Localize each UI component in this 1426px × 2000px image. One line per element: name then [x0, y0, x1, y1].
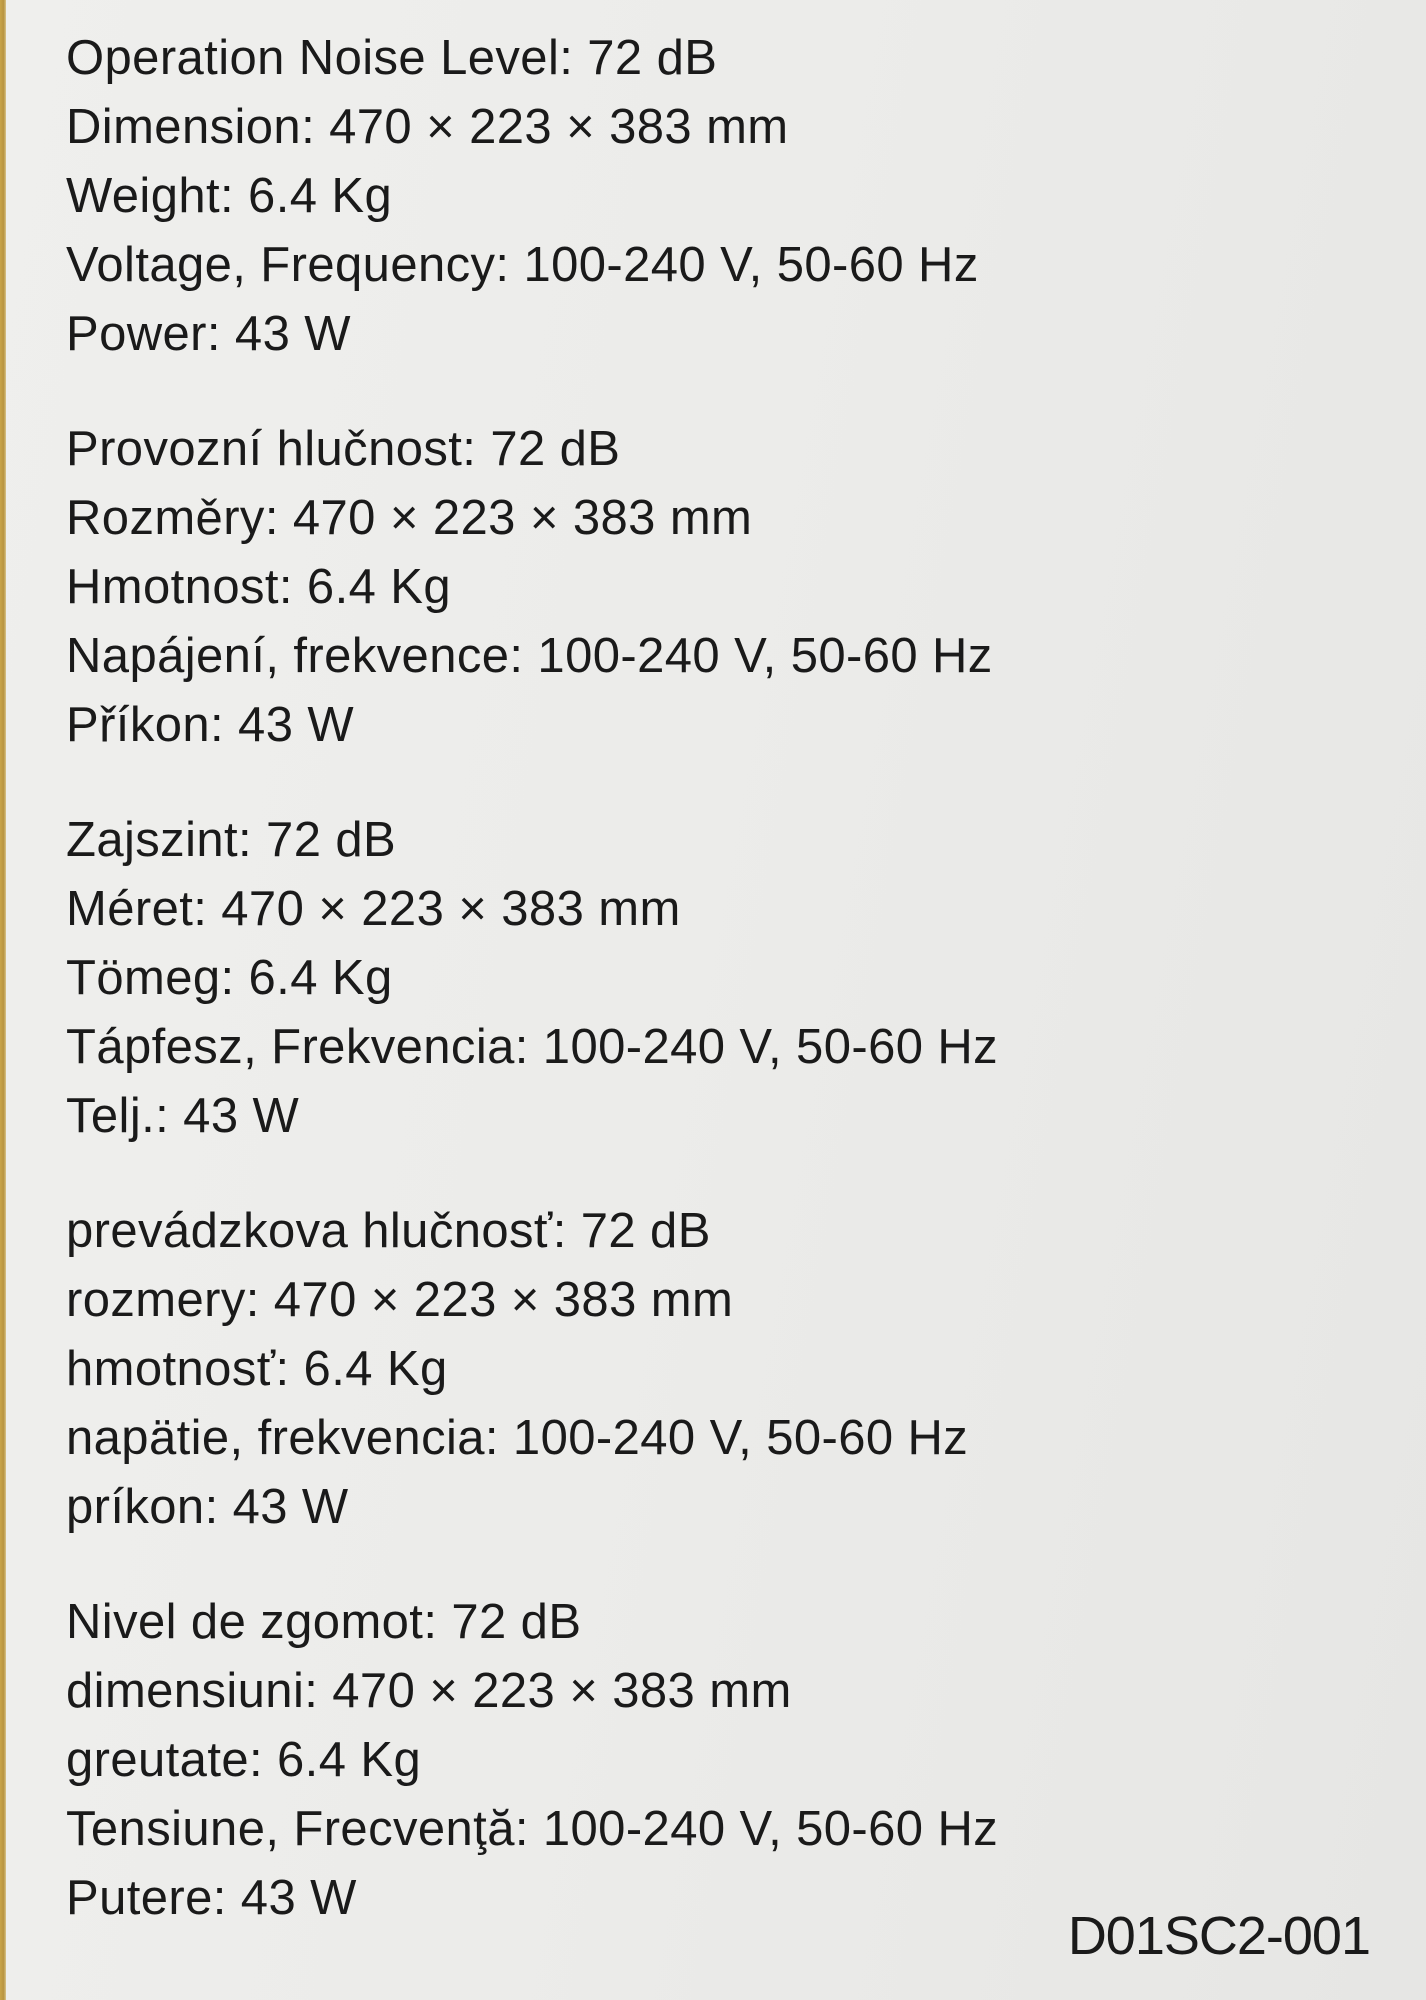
spec-group-slovak — [66, 1197, 1366, 1542]
spec-line-voltage-frequency: Napájení, frekvence: 100-240 V, 50-60 Hz — [66, 629, 993, 683]
spec-line-dimension: dimensiuni: 470 × 223 × 383 mm — [66, 1664, 792, 1718]
spec-line-weight: hmotnosť: 6.4 Kg — [66, 1342, 448, 1396]
spec-group-czech — [66, 415, 1366, 760]
spec-line-dimension: Rozměry: 470 × 223 × 383 mm — [66, 491, 753, 545]
spec-line-voltage-frequency: Tápfesz, Frekvencia: 100-240 V, 50-60 Hz — [66, 1020, 999, 1074]
model-code: D01SC2-001 — [1067, 1906, 1370, 1966]
spec-line-weight: Tömeg: 6.4 Kg — [66, 951, 393, 1005]
spec-line-power: Power: 43 W — [66, 307, 351, 361]
spec-group-english — [66, 24, 1366, 369]
spec-group-romanian — [66, 1588, 1366, 1933]
spec-line-weight: Weight: 6.4 Kg — [66, 169, 393, 223]
spec-line-voltage-frequency: Tensiune, Frecvenţă: 100-240 V, 50-60 Hz — [66, 1802, 999, 1856]
spec-line-dimension: Dimension: 470 × 223 × 383 mm — [66, 100, 789, 154]
spec-group-hungarian — [66, 806, 1366, 1151]
box-edge — [0, 0, 6, 2000]
spec-line-power: Putere: 43 W — [66, 1871, 357, 1925]
spec-line-noise-level: Provozní hlučnost: 72 dB — [66, 422, 621, 476]
spec-line-power: Příkon: 43 W — [66, 698, 355, 752]
spec-line-dimension: Méret: 470 × 223 × 383 mm — [66, 882, 681, 936]
spec-line-power: príkon: 43 W — [66, 1480, 349, 1534]
spec-line-noise-level: Zajszint: 72 dB — [66, 813, 397, 867]
spec-line-dimension: rozmery: 470 × 223 × 383 mm — [66, 1273, 734, 1327]
spec-line-power: Telj.: 43 W — [66, 1089, 300, 1143]
spec-line-noise-level: prevádzkova hlučnosť: 72 dB — [66, 1204, 711, 1258]
spec-line-noise-level: Operation Noise Level: 72 dB — [66, 31, 718, 85]
spec-line-weight: greutate: 6.4 Kg — [66, 1733, 422, 1787]
spec-line-noise-level: Nivel de zgomot: 72 dB — [66, 1595, 582, 1649]
spec-sheet — [66, 24, 1366, 1979]
spec-line-voltage-frequency: napätie, frekvencia: 100-240 V, 50-60 Hz — [66, 1411, 969, 1465]
spec-line-voltage-frequency: Voltage, Frequency: 100-240 V, 50-60 Hz — [66, 238, 979, 292]
spec-line-weight: Hmotnost: 6.4 Kg — [66, 560, 451, 614]
